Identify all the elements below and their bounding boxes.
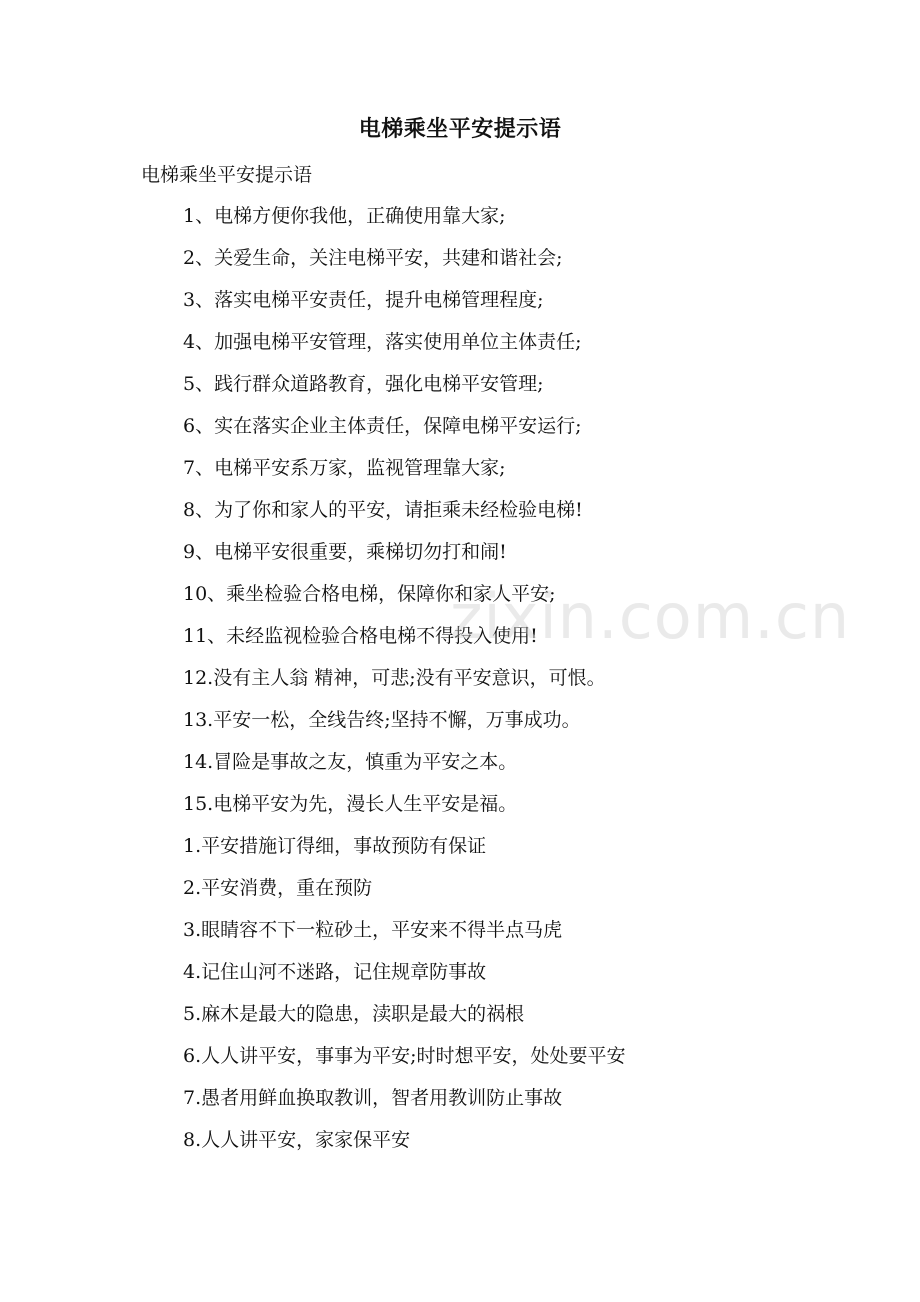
- list-item: 8、为了你和家人的平安，请拒乘未经检验电梯!: [183, 499, 583, 521]
- list-item: 3、落实电梯平安责任，提升电梯管理程度;: [183, 289, 544, 311]
- list-item: 6、实在落实企业主体责任，保障电梯平安运行;: [183, 415, 582, 437]
- list-item: 5、践行群众道路教育，强化电梯平安管理;: [183, 373, 544, 395]
- document-subtitle: 电梯乘坐平安提示语: [141, 164, 313, 186]
- list-item: 2、关爱生命，关注电梯平安，共建和谐社会;: [183, 247, 563, 269]
- list-item: 7.愚者用鲜血换取教训，智者用教训防止事故: [183, 1087, 563, 1109]
- list-item: 1.平安措施订得细，事故预防有保证: [183, 835, 487, 857]
- list-item: 12.没有主人翁 精神，可悲;没有平安意识，可恨。: [183, 667, 606, 689]
- slogan-list: [183, 197, 626, 1163]
- list-item: 8.人人讲平安，家家保平安: [183, 1129, 411, 1151]
- list-item: 4.记住山河不迷路，记住规章防事故: [183, 961, 487, 983]
- list-item: 13.平安一松，全线告终;坚持不懈，万事成功。: [183, 709, 581, 731]
- list-item: 2.平安消费，重在预防: [183, 877, 373, 899]
- list-item: 9、电梯平安很重要，乘梯切勿打和闹!: [183, 541, 507, 563]
- list-item: 11、未经监视检验合格电梯不得投入使用!: [183, 625, 538, 647]
- list-item: 15.电梯平安为先，漫长人生平安是福。: [183, 793, 518, 815]
- list-item: 5.麻木是最大的隐患，渎职是最大的祸根: [183, 1003, 525, 1025]
- list-item: 14.冒险是事故之友，慎重为平安之本。: [183, 751, 518, 773]
- list-item: 10、乘坐检验合格电梯，保障你和家人平安;: [183, 583, 556, 605]
- list-item: 4、加强电梯平安管理，落实使用单位主体责任;: [183, 331, 582, 353]
- document-title: 电梯乘坐平安提示语: [358, 116, 562, 142]
- list-item: 6.人人讲平安，事事为平安;时时想平安，处处要平安: [183, 1045, 626, 1067]
- list-item: 1、电梯方便你我他，正确使用靠大家;: [183, 205, 506, 227]
- list-item: 3.眼睛容不下一粒砂土，平安来不得半点马虎: [183, 919, 563, 941]
- watermark: zixin.com.cn: [450, 580, 851, 653]
- list-item: 7、电梯平安系万家，监视管理靠大家;: [183, 457, 506, 479]
